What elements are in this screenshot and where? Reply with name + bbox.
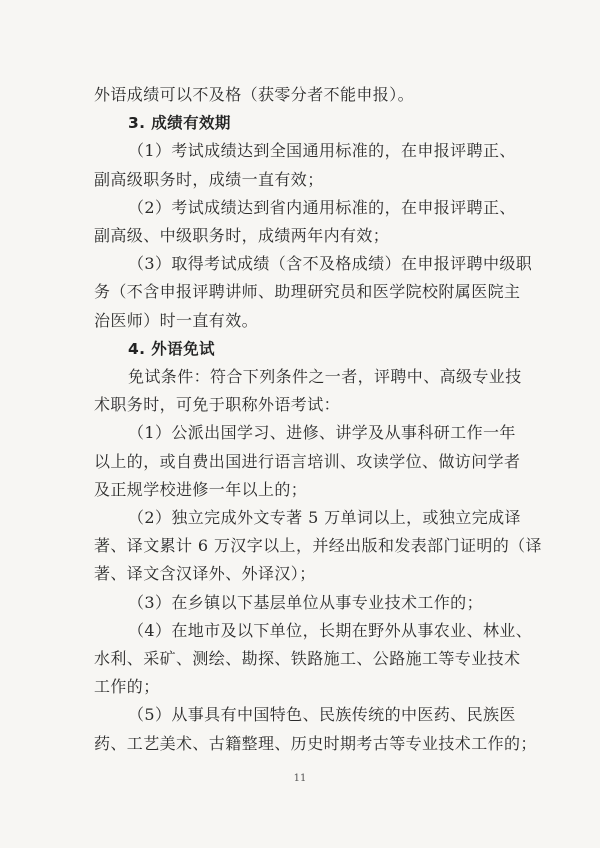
text-line: 务（不含申报评聘讲师、助理研究员和医学院校附属医院主 bbox=[94, 282, 521, 302]
text-line: 著、译文累计 6 万汉字以上，并经出版和发表部门证明的（译 bbox=[94, 536, 542, 556]
text-line: 水利、采矿、测绘、勘探、铁路施工、公路施工等专业技术 bbox=[94, 649, 521, 668]
text-line: （2）独立完成外文专著 5 万单词以上，或独立完成译 bbox=[128, 508, 521, 527]
text-line: 药、工艺美术、古籍整理、历史时期考古等专业技术工作的； bbox=[94, 733, 537, 753]
text-line: （4）在地市及以下单位，长期在野外从事农业、林业、 bbox=[128, 620, 533, 640]
text-line: 治医师）时一直有效。 bbox=[94, 310, 259, 330]
text-line: 副高级职务时，成绩一直有效； bbox=[94, 169, 324, 189]
text-line: 以上的，或自费出国进行语言培训、攻读学位、做访问学者 bbox=[94, 451, 521, 471]
text-line: 及正规学校进修一年以上的； bbox=[94, 479, 308, 499]
text-line: 副高级、中级职务时，成绩两年内有效； bbox=[94, 226, 390, 245]
page-number: 11 bbox=[293, 772, 307, 784]
text-line: 著、译文含汉译外、外译汉）； bbox=[94, 564, 316, 584]
text-line: （1）公派出国学习、进修、讲学及从事科研工作一年 bbox=[128, 423, 516, 443]
text-line: 免试条件：符合下列条件之一者，评聘中、高级专业技 bbox=[128, 367, 522, 386]
text-line: （2）考试成绩达到省内通用标准的，在申报评聘正、 bbox=[128, 197, 516, 217]
section-heading: 3. 成绩有效期 bbox=[128, 114, 231, 133]
text-line: 工作的； bbox=[94, 677, 160, 697]
text-line: （1）考试成绩达到全国通用标准的，在申报评聘正、 bbox=[128, 141, 516, 161]
text-line: （5）从事具有中国特色、民族传统的中医药、民族医 bbox=[128, 705, 516, 725]
text-line: 术职务时，可免于职称外语考试： bbox=[94, 395, 341, 415]
text-line: 外语成绩可以不及格（获零分者不能申报）。 bbox=[94, 85, 415, 104]
section-heading: 4. 外语免试 bbox=[128, 339, 215, 358]
text-line: （3）在乡镇以下基层单位从事专业技术工作的； bbox=[128, 592, 483, 612]
text-line: （3）取得考试成绩（含不及格成绩）在申报评聘中级职 bbox=[128, 254, 533, 274]
